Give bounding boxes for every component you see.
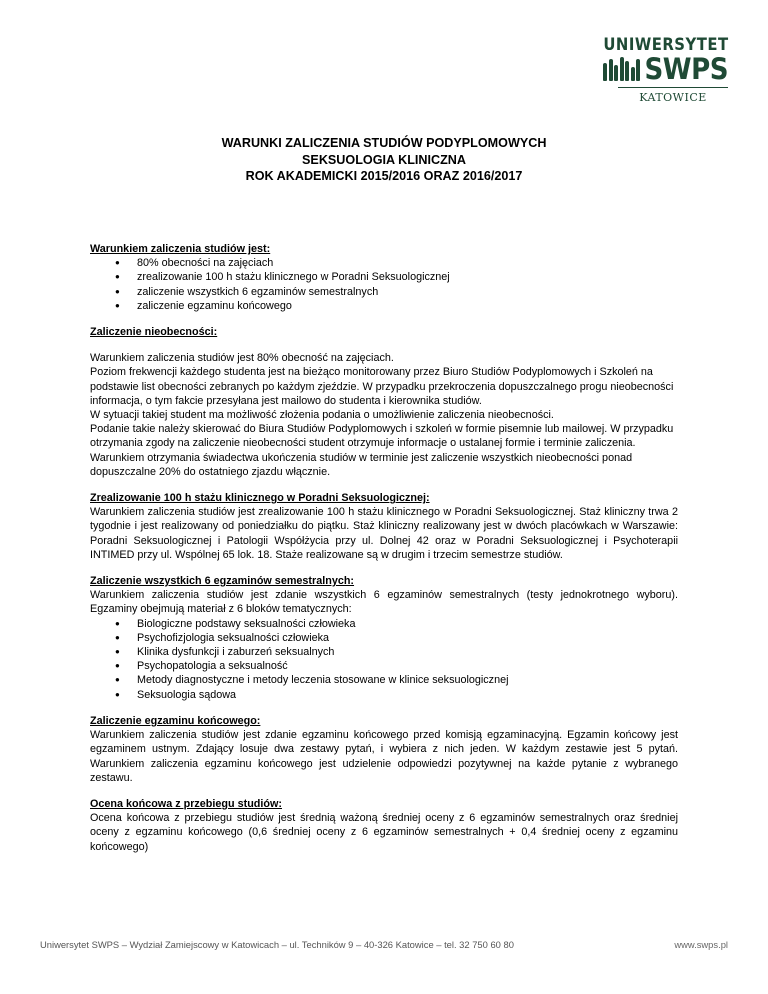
list-item: ● Klinika dysfunkcji i zaburzeń seksualnych (137, 645, 678, 659)
section-final-exam (90, 714, 678, 785)
document-body (90, 242, 678, 866)
logo-line-2: SWPS (644, 52, 728, 86)
list-item: ● zrealizowanie 100 h stażu klinicznego w Poradni Seksuologicznej (137, 270, 678, 284)
paragraph: Warunkiem otrzymania świadectwa ukończenia studiów w terminie jest zaliczenie wszystkich nieobecności ponad dopuszczalne 20% do ostatniego zjazdu włącznie. (90, 451, 633, 478)
paragraph: Warunkiem zaliczenia studiów jest zdanie wszystkich 6 egzaminów semestralnych (testy jednokrotnego wyboru). Egzaminy obejmują materiał z 6 bloków tematycznych: (90, 589, 678, 616)
page-footer (40, 938, 728, 952)
list-item: ● 80% obecności na zajęciach (137, 256, 678, 270)
people-icon (603, 57, 642, 81)
paragraph: Warunkiem zaliczenia studiów jest zrealizowanie 100 h stażu klinicznego w Poradni Seksuologicznej. Staż kliniczny trwa 2 tygodnie i jest realizowany od poniedziałku do piątku. Staż kliniczny realizowany jest w dwóch placówkach w Warszawie: Poradni Seksuologicznej i Patologii Współżycia przy ul. Dolnej 42 oraz w Poradni Seksuologicznej i Psychoterapii INTIMED przy ul. Wspólnej 65 lok. 18. Staże realizowane są w drugim i trzecim semestrze studiów. (90, 506, 678, 561)
requirements-list (90, 256, 678, 313)
section-internship (90, 491, 678, 562)
paragraph: Ocena końcowa z przebiegu studiów jest średnią ważoną średniej oceny z 6 egzaminów semestralnych oraz średniej oceny z egzaminu końcowego (0,6 średniej oceny z 6 egzaminów semestralnych + 0,4 średniej oceny z egzaminu końcowego) (90, 812, 678, 853)
list-item: ● zaliczenie egzaminu końcowego (137, 299, 678, 313)
topic-blocks-list (90, 617, 678, 702)
section-heading: Zaliczenie egzaminu końcowego: (90, 714, 261, 727)
section-requirements (90, 242, 678, 313)
section-heading: Zaliczenie nieobecności: (90, 326, 218, 339)
paragraph: W sytuacji takiej student ma możliwość złożenia podania o umożliwienie zaliczenia nieobecności. (90, 409, 554, 422)
section-absences (90, 325, 678, 479)
section-heading: Zaliczenie wszystkich 6 egzaminów semestralnych: (90, 575, 355, 588)
paragraph: Warunkiem zaliczenia studiów jest 80% obecność na zajęciach. (90, 352, 394, 365)
title-line-3: ROK AKADEMICKI 2015/2016 ORAZ 2016/2017 (245, 169, 523, 183)
title-line-2: SEKSUOLOGIA KLINICZNA (302, 152, 466, 167)
list-item: ● Metody diagnostyczne i metody leczenia stosowane w klinice seksuologicznej (137, 673, 678, 687)
document-title (0, 135, 768, 185)
section-semester-exams (90, 574, 678, 702)
footer-url: www.swps.pl (674, 939, 728, 950)
logo-line-3: KATOWICE (639, 91, 707, 104)
university-logo (598, 36, 728, 104)
section-final-grade (90, 797, 678, 854)
list-item: ● Seksuologia sądowa (137, 688, 678, 702)
section-heading: Ocena końcowa z przebiegu studiów: (90, 797, 282, 810)
section-heading: Zrealizowanie 100 h stażu klinicznego w Poradni Seksuologicznej: (90, 492, 430, 505)
footer-address: Uniwersytet SWPS – Wydział Zamiejscowy w Katowicach – ul. Techników 9 – 40-326 Katowice – tel. 32 750 60 80 (40, 939, 514, 950)
list-item: ● Psychofizjologia seksualności człowieka (137, 631, 678, 645)
section-heading: Warunkiem zaliczenia studiów jest: (90, 243, 271, 255)
paragraph: Warunkiem zaliczenia studiów jest zdanie egzaminu końcowego przed komisją egzaminacyjną. Egzamin końcowy jest egzaminem ustnym. Zdający losuje dwa zestawy pytań, i wybiera z nich jeden. W każdym zestawie jest 5 pytań. Warunkiem zaliczenia egzaminu końcowego jest udzielenie odpowiedzi pozytywnej na każde pytanie z wybranego zestawu. (90, 729, 678, 784)
title-line-1: WARUNKI ZALICZENIA STUDIÓW PODYPLOMOWYCH (221, 136, 547, 150)
paragraph: Poziom frekwencji każdego studenta jest na bieżąco monitorowany przez Biuro Studiów Podyplomowych i Szkoleń na podstawie list obecności zebranych po każdym zjeździe. W przypadku przekroczenia dopuszczalnego progu nieobecności informacja, o tym fakcie przesyłana jest mailowo do studenta i kierownika studiów. (90, 366, 674, 407)
logo-line-1: UNIWERSYTET (603, 35, 729, 54)
list-item: ● Psychopatologia a seksualność (137, 659, 678, 673)
list-item: ● zaliczenie wszystkich 6 egzaminów semestralnych (137, 285, 678, 299)
paragraph: Podanie takie należy skierować do Biura Studiów Podyplomowych i szkoleń w formie pisemnie lub mailowej. W przypadku otrzymania zgody na zaliczenie nieobecności student otrzymuje informacje o ustalanej formie i terminie zaliczenia. (90, 423, 674, 450)
list-item: ● Biologiczne podstawy seksualności człowieka (137, 617, 678, 631)
